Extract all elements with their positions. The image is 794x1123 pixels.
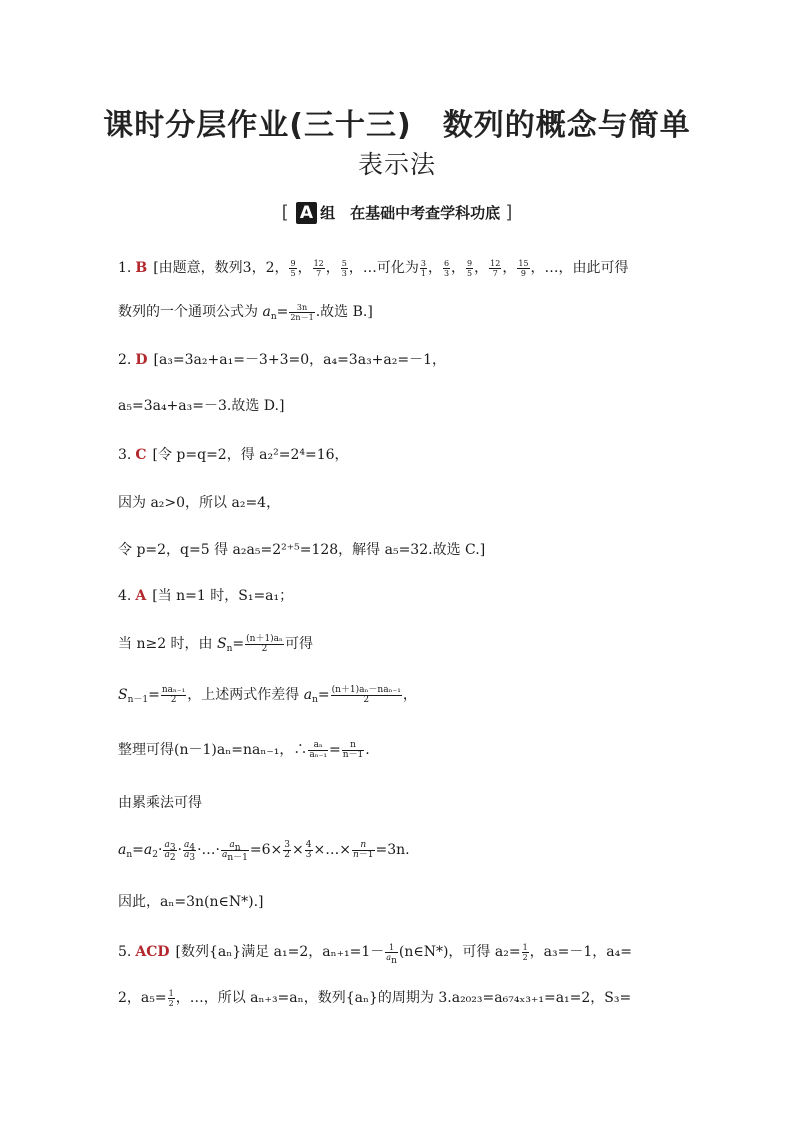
q1-line-2: 数列的一个通项公式为 $a_n=$ $\frac{3n}{2n-1}$ .故选 B.] xyxy=(118,302,373,322)
q1-formula-num: 3n xyxy=(289,303,314,313)
fraction: $\frac{15}{9}$ xyxy=(518,258,529,278)
q2-answer: D xyxy=(135,352,148,368)
q5-line1-b: (n∈N*)，可得 a₂= xyxy=(398,944,521,960)
section-header xyxy=(0,202,794,224)
q3-line-2 xyxy=(118,493,280,513)
q2-number: 2. xyxy=(118,352,132,368)
q1-text-c: ，…，由此可得 xyxy=(530,260,629,276)
q5-number: 5. xyxy=(118,944,132,960)
q4-an-frac xyxy=(331,686,402,705)
q4-line6-tail: =3n. xyxy=(375,842,410,858)
q4-line5: 由累乘法可得 xyxy=(118,795,202,811)
q4-sn-den: 2 xyxy=(261,643,268,654)
q4-sn1-num: naₙ₋₁ xyxy=(161,684,186,695)
q4-line2-b: 可得 xyxy=(284,636,313,652)
q4-sn-frac xyxy=(245,635,284,654)
q3-answer: C xyxy=(135,447,147,463)
q3-line-3 xyxy=(118,540,485,560)
q4-line7: 因此，aₙ=3n(n∈N*).] xyxy=(118,894,264,910)
q3-line2: 因为 a₂>0，所以 a₂=4， xyxy=(118,495,281,511)
q4-number: 4. xyxy=(118,588,132,604)
q2-line-1 xyxy=(118,350,446,370)
q1-formula xyxy=(289,303,314,322)
q5-answer: ACD xyxy=(135,944,170,960)
q5-line1-a: [数列{aₙ}满足 a₁=2，aₙ₊₁=1－ xyxy=(175,944,385,960)
q5-line-2: 2，a₅= $\frac{1}{2}$ ，…，所以 aₙ₊₃=aₙ，数列{aₙ}的周期为 3.a₂₀₂₃=a₆₇₄ₓ₃₊₁=a₁=2，S₃= xyxy=(118,988,632,1008)
q1-text-b: ，…可化为 xyxy=(348,260,419,276)
q5-line2-a: 2，a₅= xyxy=(118,990,167,1006)
page-title-continued: 表示法 xyxy=(357,150,436,179)
q4-an-num: (n＋1)aₙ－naₙ₋₁ xyxy=(331,684,401,695)
q5-line1-c: ，a₃=－1，a₄= xyxy=(529,944,632,960)
q1-text-a: [由题意，数列3，2， xyxy=(153,260,289,276)
q1-line2-b: .故选 B.] xyxy=(315,304,373,320)
bracket-open: [ xyxy=(281,202,289,223)
q3-number: 3. xyxy=(118,447,132,463)
q4-answer: A xyxy=(135,588,147,604)
fraction: $\frac{5}{3}$ xyxy=(341,258,347,278)
q4-an-den: 2 xyxy=(363,694,370,705)
q4-line-1 xyxy=(118,586,293,606)
q4-line-2: 当 n≥2 时，由 $S_n=$ $\frac{\text{(n＋1)aₙ}}{2}$ 可得 xyxy=(118,633,313,654)
fraction: $\frac{12}{7}$ xyxy=(313,258,324,278)
q4-ratio-num: aₙ xyxy=(308,741,328,751)
q4-ratio-den2: n－1 xyxy=(342,749,364,760)
q4-ratio-frac2 xyxy=(342,741,365,760)
fraction: $\frac{12}{7}$ xyxy=(490,258,501,278)
q4-sn1-den: 2 xyxy=(170,694,177,705)
q5-line-1: 5. ACD [数列{aₙ}满足 a₁=2，aₙ₊₁=1－ $\frac{1}{a_n}$ (n∈N*)，可得 a₂= $\frac{1}{2}$ ，a₃=－1，a₄= xyxy=(118,942,632,966)
q1-line-1 xyxy=(118,258,629,278)
q4-line-6: $a_n=a_2\cdot$ $\frac{a_3}{a_2}$ · $\frac{a_4}{a_3}$ ·…· $\frac{a_n}{a_{n-1}}$ =6× $\frac{3}{2}$ × $\frac{4}{3}$ ×…× $\frac{n}{n-1}$ =3n. xyxy=(118,839,410,863)
q4-line-5 xyxy=(118,793,202,813)
q1-answer: B xyxy=(135,260,148,276)
q4-line-3: $S_{n-1}=$ $\frac{\text{naₙ₋₁}}{2}$ ，上述两式作差得 $a_n=$ $\frac{\text{(n＋1)aₙ－naₙ₋₁}}{2}$ ， xyxy=(118,684,417,705)
q1-formula-den: 2n－1 xyxy=(290,312,314,322)
q4-ratio-frac xyxy=(308,741,328,760)
group-letter-badge: A xyxy=(296,202,317,224)
bracket-close: ] xyxy=(505,202,513,223)
q1-fracs-a: $\frac{9}{5}$ ， $\frac{12}{7}$ ， $\frac{5}{3}$ xyxy=(290,258,347,278)
q4-ratio-den: aₙ₋₁ xyxy=(309,749,328,760)
q4-line-7 xyxy=(118,892,264,912)
section-label: 组 在基础中考查学科功底 xyxy=(320,204,501,222)
q1-fracs-b: $\frac{3}{1}$ ， $\frac{6}{3}$ ， $\frac{9}{5}$ ， $\frac{12}{7}$ ， $\frac{15}{9}$ xyxy=(420,258,529,278)
fraction: $\frac{3}{1}$ xyxy=(420,258,426,278)
q2-line-2 xyxy=(118,396,284,416)
fraction: $\frac{6}{3}$ xyxy=(443,258,450,278)
q5-line2-b: ，…，所以 aₙ₊₃=aₙ，数列{aₙ}的周期为 3.a₂₀₂₃=a₆₇₄ₓ₃₊₁=a₁=2，S₃= xyxy=(175,990,632,1006)
q4-ratio-num2: n xyxy=(342,741,365,751)
fraction: $\frac{9}{5}$ xyxy=(290,258,296,278)
q4-sn-num: (n＋1)aₙ xyxy=(246,633,283,644)
q3-line-1 xyxy=(118,445,349,465)
q4-line3-mid: ，上述两式作差得 xyxy=(187,687,300,703)
q4-line2-a: 当 n≥2 时，由 xyxy=(118,636,213,652)
q4-sn1-frac xyxy=(161,686,186,705)
q4-line1: [当 n=1 时，S₁=a₁； xyxy=(152,588,294,604)
q4-line-4: 整理可得(n－1)aₙ=naₙ₋₁，∴ $\frac{\text{aₙ}}{\text{aₙ₋₁}}$ = $\frac{n}{n-1}$ . xyxy=(118,739,370,760)
q3-line1: [令 p=q=2，得 a₂²=2⁴=16， xyxy=(152,447,349,463)
q3-line3: 令 p=2，q=5 得 a₂a₅=2²⁺⁵=128，解得 a₅=32.故选 C.] xyxy=(118,542,486,558)
q1-line2-a: 数列的一个通项公式为 xyxy=(118,304,258,320)
q4-line4-a: 整理可得(n－1)aₙ=naₙ₋₁，∴ xyxy=(118,742,308,758)
q1-number: 1. xyxy=(118,260,132,276)
q2-line2: a₅=3a₄+a₃=－3.故选 D.] xyxy=(118,398,285,414)
q2-line1: [a₃=3a₂+a₁=－3+3=0，a₄=3a₃+a₂=－1， xyxy=(153,352,447,368)
fraction: $\frac{9}{5}$ xyxy=(467,258,473,278)
page-title: 课时分层作业(三十三) 数列的概念与简单 xyxy=(103,108,691,143)
